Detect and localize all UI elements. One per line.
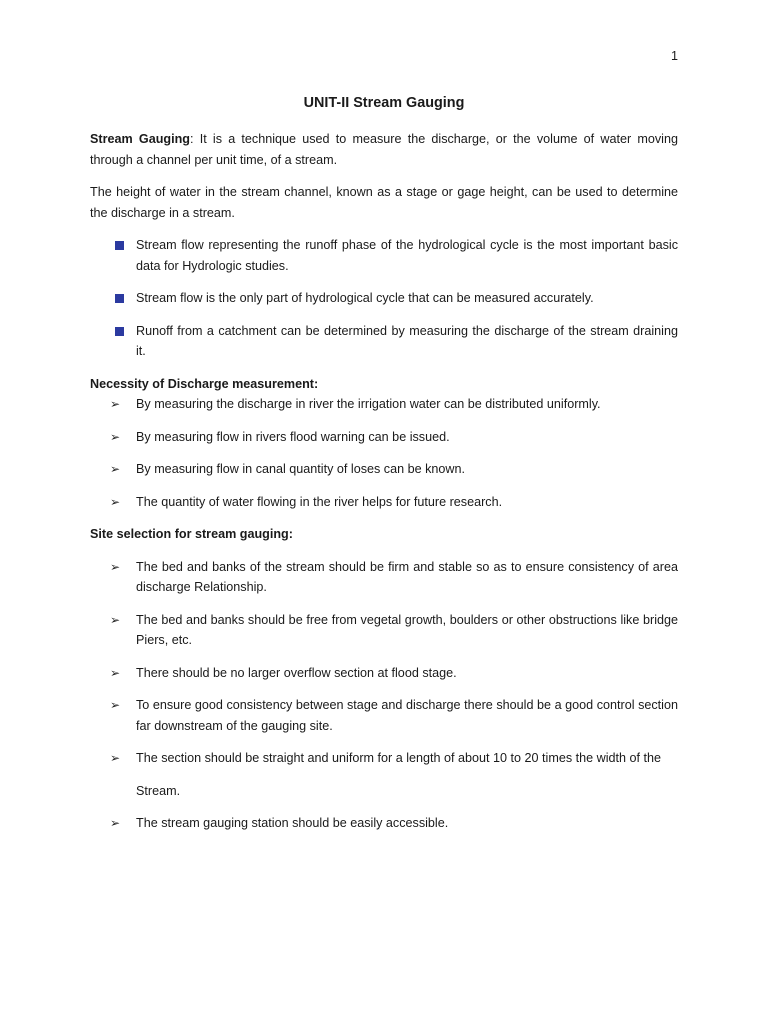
- list-item: [90, 288, 678, 309]
- arrow-bullet-icon: ➢: [110, 559, 121, 574]
- list-item-text: Stream flow is the only part of hydrological cycle that can be measured accurately.: [136, 291, 594, 305]
- arrow-bullet-icon: ➢: [110, 462, 121, 476]
- list-item-text: Runoff from a catchment can be determined by measuring the discharge of the stream draining it.: [136, 323, 678, 358]
- list-item-text: By measuring flow in canal quantity of loses can be known.: [136, 462, 466, 476]
- necessity-heading: Necessity of Discharge measurement:: [90, 376, 319, 391]
- site-selection-heading: Site selection for stream gauging:: [90, 527, 293, 541]
- page-number: 1: [670, 49, 678, 63]
- list-item: [90, 813, 678, 834]
- list-item: [90, 321, 678, 362]
- list-item: [90, 427, 678, 448]
- list-item: [90, 235, 678, 276]
- necessity-list: [90, 394, 678, 512]
- stage-paragraph: The height of water in the stream channel, known as a stage or gage height, can be used to determine the discharge in a stream.: [90, 185, 678, 220]
- list-item-text: The stream gauging station should be easily accessible.: [136, 816, 449, 830]
- arrow-bullet-icon: ➢: [110, 665, 121, 680]
- list-item: [90, 394, 678, 415]
- arrow-bullet-icon: ➢: [110, 397, 121, 411]
- arrow-bullet-icon: ➢: [110, 751, 121, 765]
- list-item-text: Stream flow representing the runoff phase of the hydrological cycle is the most important basic data for Hydrologic studies.: [136, 238, 678, 273]
- intro-paragraph: [90, 129, 678, 170]
- list-item-text: By measuring flow in rivers flood warning can be issued.: [136, 429, 450, 444]
- list-item: [90, 663, 678, 684]
- list-item-text: The section should be straight and uniform for a length of about 10 to 20 times the width of the: [136, 751, 662, 765]
- square-bullet-icon: [115, 327, 124, 336]
- arrow-bullet-icon: ➢: [110, 429, 121, 444]
- list-item-text: The bed and banks of the stream should be firm and stable so as to ensure consistency of area discharge Relationship.: [136, 559, 678, 594]
- arrow-bullet-icon: ➢: [110, 816, 121, 830]
- arrow-bullet-icon: ➢: [110, 494, 121, 509]
- intro-term: Stream Gauging: [90, 132, 190, 146]
- arrow-bullet-icon: ➢: [110, 698, 121, 712]
- list-item: [90, 492, 678, 513]
- site-selection-list: [90, 557, 678, 834]
- document-body: [90, 129, 678, 846]
- page-title: UNIT-II Stream Gauging: [303, 95, 465, 111]
- list-item-text: The quantity of water flowing in the river helps for future research.: [136, 494, 503, 509]
- list-item: [90, 459, 678, 480]
- list-item-text: By measuring the discharge in river the irrigation water can be distributed uniformly.: [136, 397, 601, 411]
- arrow-bullet-icon: ➢: [110, 612, 121, 627]
- list-item: [90, 695, 678, 736]
- square-bullet-icon: [115, 294, 124, 303]
- list-item-text: To ensure good consistency between stage and discharge there should be a good control section far downstream of the gauging site.: [136, 698, 678, 733]
- list-item: [90, 557, 678, 598]
- list-item-text: The bed and banks should be free from vegetal growth, boulders or other obstructions like bridge Piers, etc.: [136, 612, 678, 647]
- list-item-text: There should be no larger overflow section at flood stage.: [136, 665, 457, 680]
- list-item: [90, 748, 678, 769]
- list-item-text: Stream.: [136, 783, 181, 798]
- key-points-list: [90, 235, 678, 362]
- list-item-continuation: [90, 781, 678, 802]
- square-bullet-icon: [115, 241, 124, 250]
- intro-definition: : It is a technique used to measure the discharge, or the volume of water moving through a channel per unit time, of a stream.: [90, 132, 678, 167]
- list-item: [90, 610, 678, 651]
